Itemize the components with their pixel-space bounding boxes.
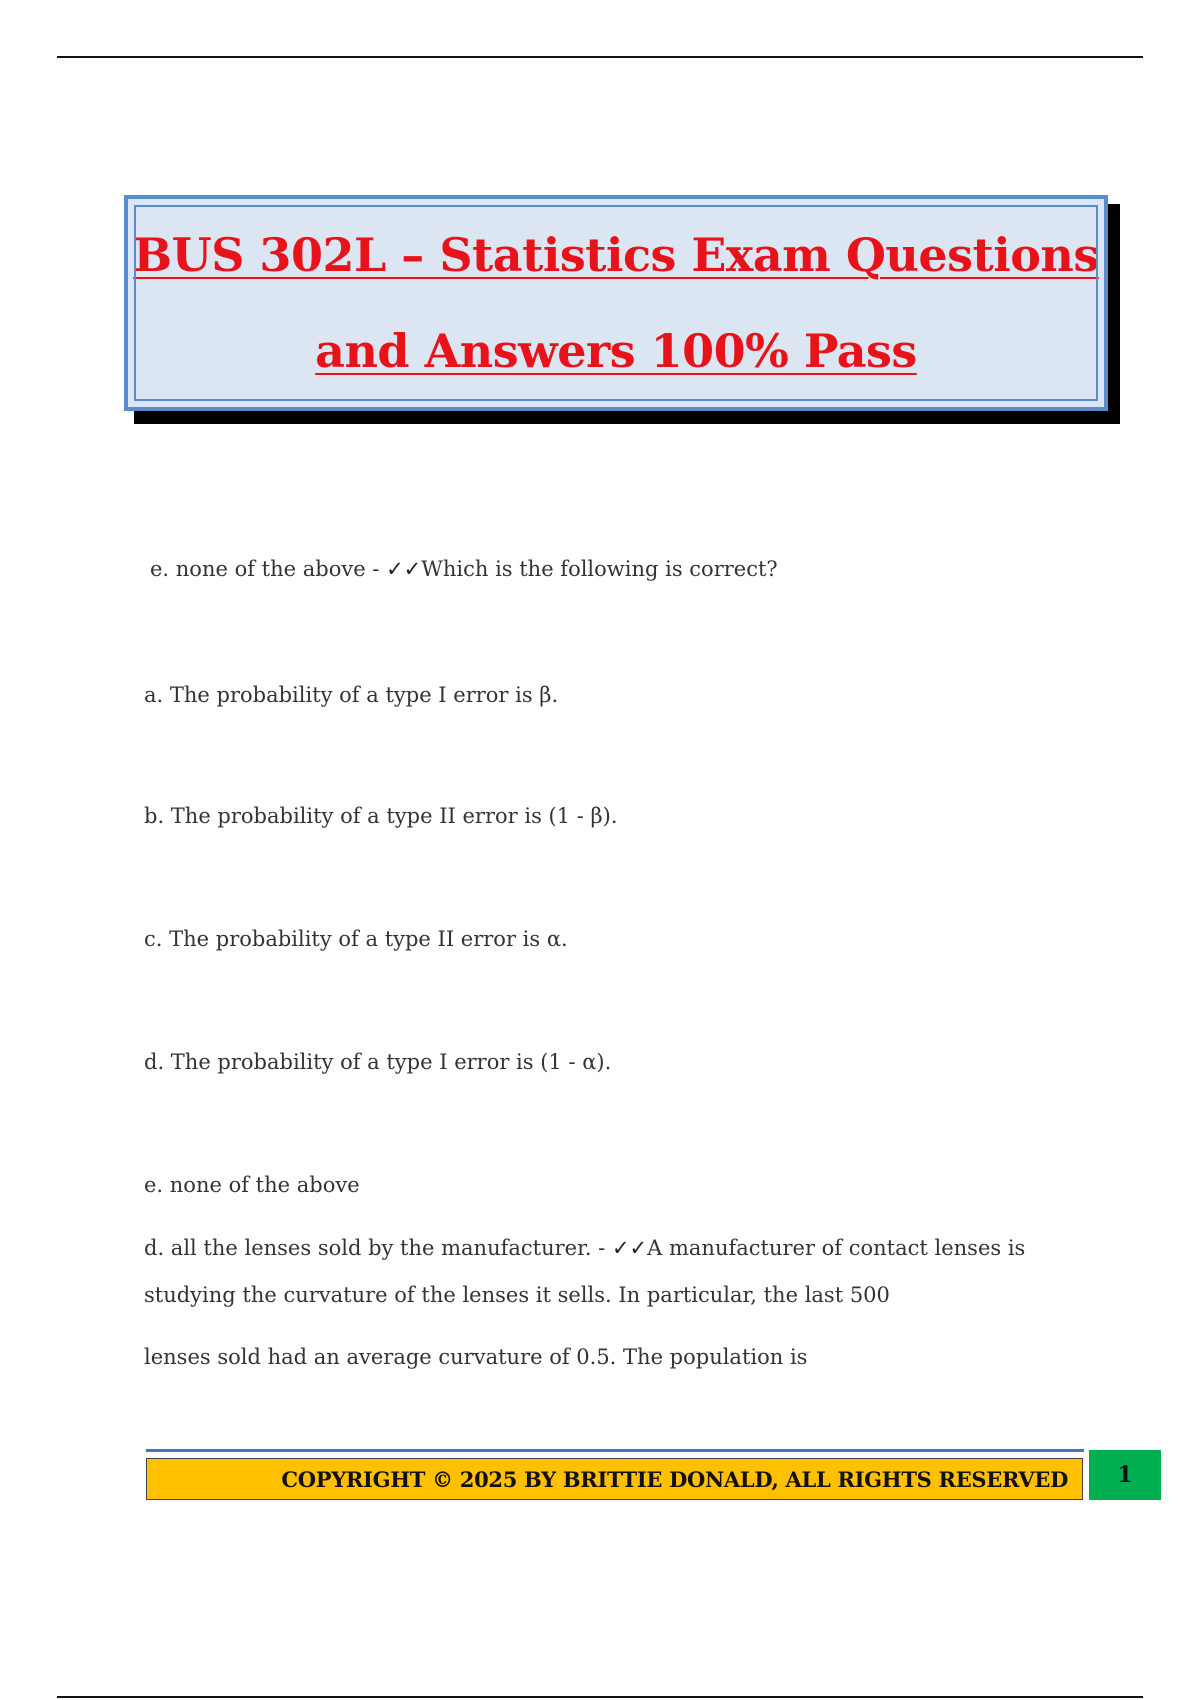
title-line-2: and Answers 100% Pass xyxy=(315,324,917,378)
question-1-line xyxy=(150,557,778,581)
option-a: a. The probability of a type I error is β. xyxy=(144,683,559,707)
page-number: 1 xyxy=(1117,1462,1133,1488)
double-check-icon: ✓✓ xyxy=(386,557,422,581)
question-2-text-start: A manufacturer of contact lenses is xyxy=(647,1236,1026,1260)
answer-prefix-2: d. all the lenses sold by the manufacturer. - xyxy=(144,1236,612,1260)
question-2-line-3: lenses sold had an average curvature of 0.5. The population is xyxy=(144,1345,808,1369)
answer-prefix-1: e. none of the above - xyxy=(150,557,387,581)
question-1-text: Which is the following is correct? xyxy=(421,557,778,581)
title-line-1: BUS 302L – Statistics Exam Questions xyxy=(133,228,1099,282)
question-2-line-1 xyxy=(144,1236,1025,1260)
question-2-line-2: studying the curvature of the lenses it sells. In particular, the last 500 xyxy=(144,1283,890,1307)
option-b: b. The probability of a type II error is (1 - β). xyxy=(144,804,618,828)
option-d: d. The probability of a type I error is (1 - α). xyxy=(144,1050,612,1074)
option-c: c. The probability of a type II error is α. xyxy=(144,927,568,951)
double-check-icon-2: ✓✓ xyxy=(611,1236,648,1260)
page-number-box xyxy=(1089,1450,1161,1500)
copyright-bar xyxy=(146,1458,1083,1500)
bottom-rule xyxy=(57,1696,1143,1698)
copyright-text: COPYRIGHT © 2025 BY BRITTIE DONALD, ALL RIGHTS RESERVED xyxy=(281,1466,1068,1492)
option-e: e. none of the above xyxy=(144,1173,360,1197)
title-box xyxy=(124,195,1108,411)
footer-rule xyxy=(146,1449,1084,1452)
top-rule xyxy=(57,56,1143,58)
